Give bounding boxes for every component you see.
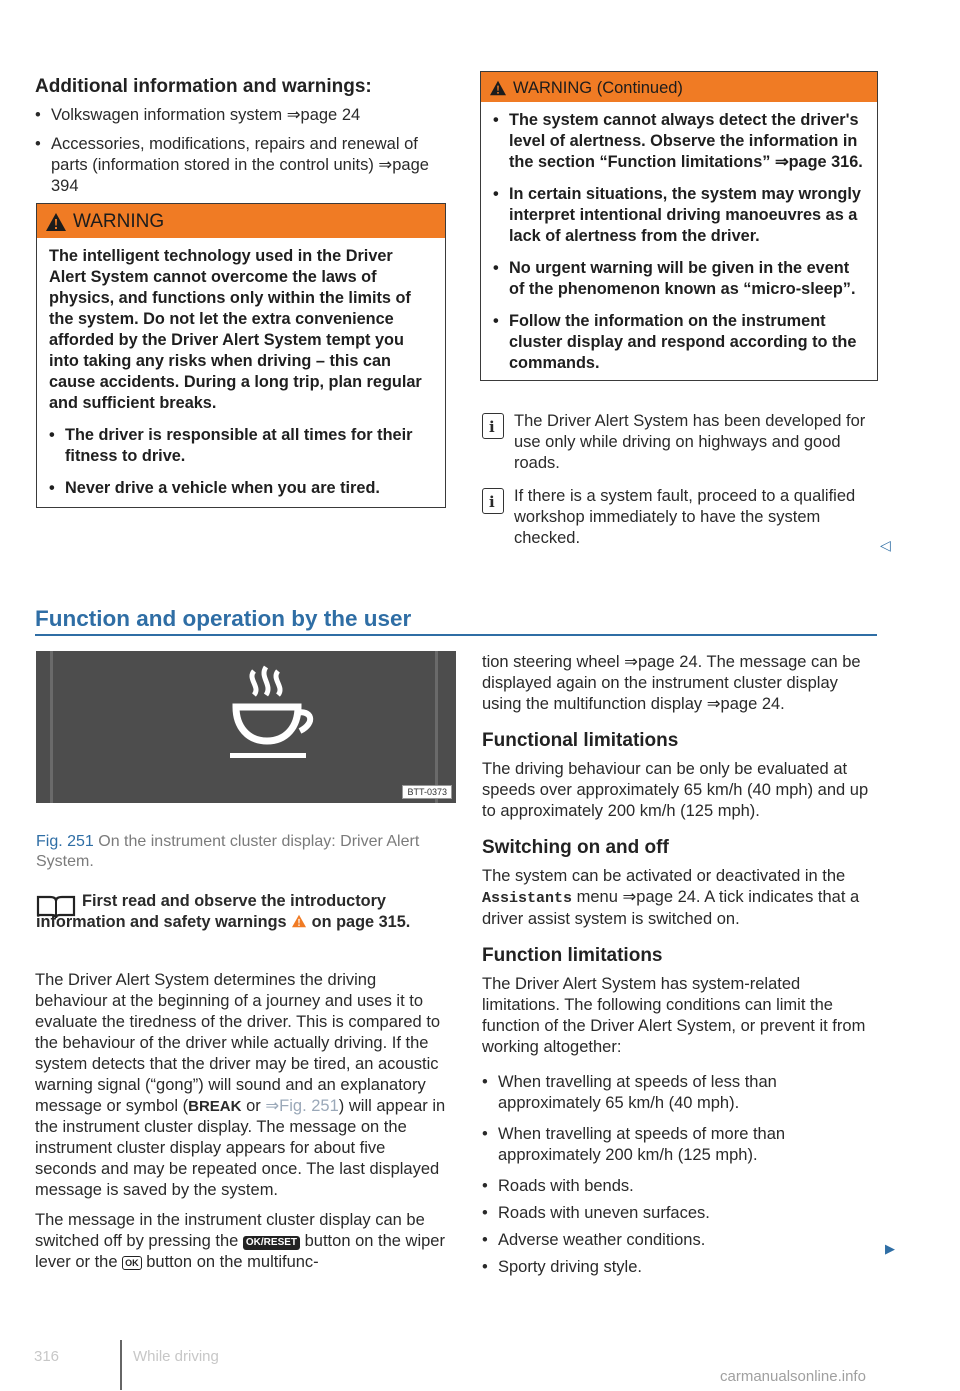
ok-reset-button-symbol: OK/RESET [243,1236,300,1250]
heading-functional-limitations: Functional limitations [482,730,679,751]
body-left [35,970,449,1273]
page-number: 316 [34,1348,60,1365]
list-item: • Roads with uneven surfaces. [482,1203,878,1224]
footer-section-name: While driving [133,1348,219,1365]
warning-title: WARNING [73,211,165,232]
figure-label: Fig. 251 [36,833,94,850]
section-divider [35,634,877,636]
body-paragraph: The Driver Alert System has system-related limitations. The following conditions can limit the function of the Driver Alert System, or prevent it from working altogether: [482,975,866,1056]
list-item: • Roads with bends. [482,1176,878,1197]
warning-continued-title: WARNING (Continued) [513,79,683,97]
page-ref-link[interactable]: on page 315. [311,913,411,931]
watermark: carmanualsonline.info [720,1368,866,1385]
warning-bullet: • No urgent warning will be given in the event of the phenomenon known as “micro-sleep”. [493,258,865,300]
page-ref-link[interactable]: ⇒page 24 [286,106,361,124]
info-icon [482,488,504,514]
bullet-info-system: • Volkswagen information system ⇒page 24 [35,105,433,126]
note-highways: i The Driver Alert System has been developed for use only while driving on highways and good roads. [482,411,878,474]
assistants-menu-name: Assistants [482,890,573,907]
continued-arrow-icon: ▶ [885,1241,895,1256]
intro-note: First read and observe the introductory information and safety warnings on page 315. [36,892,411,931]
ok-button-symbol: OK [122,1256,142,1270]
heading-switching: Switching on and off [482,837,669,858]
info-icon [482,413,504,439]
warning-box [36,203,446,508]
page-ref-link[interactable]: ⇒page 394 [51,156,429,195]
figure-driver-alert-display [36,651,456,803]
list-item: • Adverse weather conditions. [482,1230,878,1251]
figure-caption [36,832,456,872]
warning-continued-header [481,72,877,102]
figure-ref-link[interactable]: ⇒Fig. 251 [265,1097,339,1115]
warning-bullet: • The system cannot always detect the driver's level of alertness. Observe the information in the section “Function limitations” ⇒page 316. [493,110,865,173]
section-title: Function and operation by the user [35,606,412,631]
body-paragraph: tion steering wheel ⇒page 24. The message can be displayed again on the instrument cluster display using the multifunction display ⇒page 24. [482,653,861,713]
warning-triangle-icon [291,914,307,928]
book-icon [36,893,76,919]
list-item: • When travelling at speeds of more than approximately 200 km/h (125 mph). [482,1124,878,1166]
warning-paragraph: The intelligent technology used in the Driver Alert System cannot overcome the laws of physics, and functions only within the limits of the system. Do not let the extra convenience afforded by the Driver Alert System tempt you into taking any risks when driving – this can cause accidents. During a long trip, plan regular and sufficient breaks. [49,247,422,412]
footer-divider [120,1340,122,1390]
heading-function-limitations: Function limitations [482,945,663,966]
warning-bullet: • Never drive a vehicle when you are tired. [49,478,433,499]
body-paragraph: The Driver Alert System determines the driving behaviour at the beginning of a journey and uses it to evaluate the tiredness of the driver. This is compared to the behaviour of the driver while actually driving. If the system detects that the driver may be tired, an acoustic warning signal (“gong”) will sound and an explanatory message or symbol (BREAK or ⇒Fig. 251) will appear in the instrument cluster display. The message on the instrument cluster display appears for about five seconds and may be repeated once. The last displayed message is saved by the system. [35,971,446,1199]
additional-info-heading: Additional information and warnings: [35,76,372,97]
warning-triangle-icon [45,212,67,232]
figure-code: BTT-0373 [402,785,452,799]
body-paragraph: The message in the instrument cluster display can be switched off by pressing the OK/RESET button on the wiper lever or the OK button on the multifunc- [35,1211,445,1271]
coffee-cup-icon [216,665,336,775]
warning-bullet: • The driver is responsible at all times for their fitness to drive. [49,425,433,467]
warning-continued-box [480,71,878,381]
warning-triangle-icon [489,80,507,96]
section-end-icon: ◁ [880,537,891,553]
body-right [482,652,878,1278]
note-system-fault: i If there is a system fault, proceed to a qualified workshop immediately to have the system checked. [482,486,878,549]
notes-block [482,411,878,549]
warning-header [37,204,445,238]
body-paragraph: The system can be activated or deactivated in the Assistants menu ⇒page 24. A tick indicates that a driver assist system is switched on. [482,867,860,928]
body-paragraph: The driving behaviour can be only be evaluated at speeds over approximately 65 km/h (40 mph) and up to approximately 200 km/h (125 mph). [482,760,869,820]
list-item: • Sporty driving style. [482,1257,878,1278]
figure-caption-text: On the instrument cluster display: Driver Alert System. [36,833,420,870]
break-message: BREAK [188,1098,242,1115]
warning-bullet: • Follow the information on the instrument cluster display and respond according to the commands. [493,311,865,374]
bullet-accessories: • Accessories, modifications, repairs and renewal of parts (information stored in the control units) ⇒page 394 [35,134,433,197]
list-item: • When travelling at speeds of less than approximately 65 km/h (40 mph). [482,1072,878,1114]
additional-info-block [35,75,433,197]
warning-bullet: • In certain situations, the system may wrongly interpret intentional driving manoeuvres as a lack of alertness from the driver. [493,184,865,247]
